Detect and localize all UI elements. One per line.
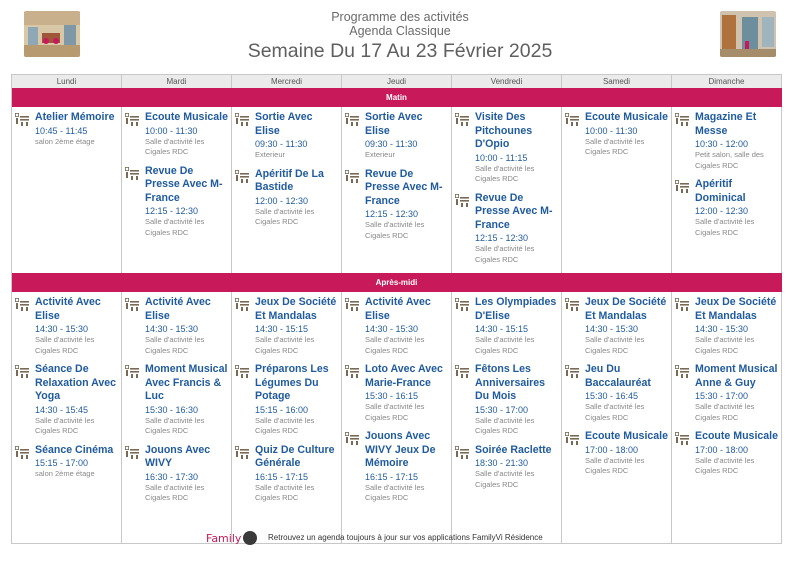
- activity-icon: [455, 444, 475, 491]
- activity-time: 14:30 - 15:45: [35, 404, 89, 415]
- activity-entry: [455, 363, 558, 437]
- day-header-vendredi: Vendredi: [452, 75, 562, 88]
- activity-time: 14:30 - 15:30: [585, 324, 639, 334]
- activity-title: Séance Cinéma: [35, 443, 114, 456]
- activity-location: Salle d'activité les Cigales RDC: [585, 335, 645, 355]
- activity-location: Salle d'activité les Cigales RDC: [475, 244, 535, 264]
- activity-location: Salle d'activité les Cigales RDC: [145, 136, 205, 156]
- day-column: [452, 292, 562, 543]
- activity-time: 16:15 - 17:15: [255, 471, 309, 482]
- activity-time: 14:30 - 15:30: [365, 324, 419, 334]
- activity-icon: [565, 430, 585, 477]
- activity-entry: [125, 111, 228, 158]
- activity-icon: [345, 363, 365, 423]
- activity-time: 12:15 - 12:30: [365, 209, 419, 219]
- activity-time: 12:00 - 12:30: [695, 206, 749, 216]
- afternoon-row: [12, 292, 782, 544]
- activity-icon: [455, 363, 475, 437]
- activity-icon: [235, 111, 255, 161]
- section-header-afternoon: Après-midi: [12, 273, 782, 292]
- activity-time: 15:15 - 17:00: [35, 458, 89, 468]
- activity-location: Salle d'activité les Cigales RDC: [695, 455, 755, 475]
- activity-entry: [15, 363, 118, 437]
- activity-icon: [675, 178, 695, 238]
- day-column: [562, 107, 672, 273]
- activity-title: Jeux De Société Et Mandalas: [255, 296, 337, 322]
- day-column: [122, 292, 232, 543]
- activity-time: 10:00 - 11:30: [585, 125, 638, 136]
- day-column: [342, 107, 452, 273]
- activity-title: Activité Avec Elise: [365, 296, 431, 322]
- activity-icon: [345, 296, 365, 356]
- activity-time: 15:30 - 16:30: [145, 404, 199, 415]
- activity-location: Salle d'activité les Cigales RDC: [585, 136, 645, 156]
- activity-title: Magazine Et Messe: [695, 111, 757, 137]
- activity-location: Salle d'activité les Cigales RDC: [585, 455, 645, 475]
- activity-entry: [565, 111, 668, 158]
- activity-location: Salle d'activité les Cigales RDC: [365, 220, 425, 240]
- activity-icon: [455, 111, 475, 185]
- activity-title: Jouons Avec WIVY: [145, 443, 211, 469]
- activity-icon: [235, 363, 255, 437]
- activity-title: Moment Musical Avec Francis & Luc: [145, 363, 228, 402]
- activity-time: 10:00 - 11:15: [475, 152, 528, 163]
- heart-logo-icon: [243, 531, 257, 545]
- day-header-dimanche: Dimanche: [672, 75, 782, 88]
- activity-location: Exterieur: [365, 150, 396, 159]
- activity-entry: [15, 111, 118, 147]
- activity-title: Les Olympiades D'Elise: [475, 296, 557, 322]
- activity-time: 14:30 - 15:30: [35, 324, 89, 334]
- activity-location: Salle d'activité les Cigales RDC: [365, 335, 425, 355]
- activity-icon: [345, 111, 365, 161]
- activity-time: 12:15 - 12:30: [475, 233, 529, 243]
- day-header-jeudi: Jeudi: [342, 75, 452, 88]
- day-header-samedi: Samedi: [562, 75, 672, 88]
- activity-location: Salle d'activité les Cigales RDC: [35, 335, 95, 355]
- activity-location: Salle d'activité les Cigales RDC: [145, 217, 205, 237]
- activity-title: Quiz De Culture Générale: [255, 443, 335, 469]
- activity-entry: [15, 444, 118, 480]
- day-column: [672, 107, 782, 273]
- activity-location: Salle d'activité les Cigales RDC: [585, 402, 645, 422]
- activity-time: 14:30 - 15:30: [145, 324, 199, 334]
- page-footer: [0, 528, 800, 546]
- activity-icon: [675, 296, 695, 356]
- activity-location: Salle d'activité les Cigales RDC: [365, 482, 425, 502]
- activity-entry: [125, 363, 228, 437]
- activity-time: 15:30 - 17:00: [475, 404, 529, 415]
- activity-time: 15:30 - 16:15: [365, 391, 419, 401]
- activity-icon: [125, 296, 145, 356]
- program-title: Programme des activités: [331, 10, 469, 24]
- activity-title: Revue De Presse Avec M-France: [475, 191, 553, 231]
- activity-time: 14:30 - 15:15: [475, 324, 529, 334]
- activity-location: Salle d'activité les Cigales RDC: [475, 163, 535, 183]
- activity-icon: [125, 363, 145, 437]
- day-column: [342, 292, 452, 543]
- activity-icon: [565, 111, 585, 158]
- activity-entry: [565, 296, 668, 356]
- activity-title: Jeux De Société Et Mandalas: [695, 296, 777, 322]
- schedule-grid: [11, 74, 782, 544]
- activity-time: 09:30 - 11:30: [255, 139, 308, 149]
- activity-title: Fêtons Les Anniversaires Du Mois: [475, 363, 546, 402]
- activity-entry: [125, 296, 228, 356]
- activity-location: Salle d'activité les Cigales RDC: [255, 415, 315, 435]
- morning-row: [12, 107, 782, 273]
- activity-entry: [675, 178, 778, 238]
- activity-entry: [345, 363, 448, 423]
- activity-entry: [455, 296, 558, 356]
- activity-time: 14:30 - 15:30: [695, 324, 749, 334]
- day-column: [232, 292, 342, 543]
- activity-time: 09:30 - 11:30: [365, 139, 418, 149]
- activity-title: Ecoute Musicale: [585, 430, 669, 442]
- activity-location: Salle d'activité les Cigales RDC: [475, 415, 535, 435]
- activity-location: Petit salon, salle des Cigales RDC: [695, 150, 764, 170]
- activity-title: Soirée Raclette: [475, 443, 552, 456]
- activity-location: Salle d'activité les Cigales RDC: [365, 402, 425, 422]
- activity-icon: [345, 168, 365, 242]
- day-column: [452, 107, 562, 273]
- activity-location: Salle d'activité les Cigales RDC: [255, 482, 315, 502]
- activity-entry: [455, 111, 558, 185]
- activity-title: Moment Musical Anne & Guy: [695, 363, 778, 389]
- activity-icon: [15, 111, 35, 147]
- activity-title: Jeux De Société Et Mandalas: [585, 296, 667, 322]
- activity-entry: [675, 111, 778, 171]
- activity-entry: [675, 296, 778, 356]
- activity-location: Salle d'activité les Cigales RDC: [475, 469, 535, 489]
- activity-location: Salle d'activité les Cigales RDC: [255, 335, 315, 355]
- activity-time: 17:00 - 18:00: [585, 444, 639, 455]
- activity-entry: [675, 363, 778, 423]
- activity-title: Sortie Avec Elise: [365, 111, 423, 137]
- activity-icon: [125, 111, 145, 158]
- day-header-mardi: Mardi: [122, 75, 232, 88]
- day-header-lundi: Lundi: [12, 75, 122, 88]
- activity-time: 16:30 - 17:30: [145, 471, 199, 482]
- activity-icon: [565, 296, 585, 356]
- activity-time: 15:30 - 16:45: [585, 391, 639, 401]
- activity-title: Revue De Presse Avec M-France: [365, 167, 443, 207]
- activity-entry: [565, 430, 668, 477]
- activity-entry: [345, 111, 448, 161]
- activity-location: Salle d'activité les Cigales RDC: [145, 335, 205, 355]
- activity-title: Atelier Mémoire: [35, 111, 115, 123]
- activity-location: Salle d'activité les Cigales RDC: [145, 482, 205, 502]
- activity-title: Apéritif Dominical: [695, 178, 746, 204]
- day-column: [12, 107, 122, 273]
- activity-location: Salle d'activité les Cigales RDC: [695, 402, 755, 422]
- logo-text: Family: [206, 531, 242, 545]
- activity-entry: [455, 192, 558, 266]
- activity-icon: [455, 192, 475, 266]
- activity-location: salon 2ème étage: [35, 469, 95, 478]
- day-header-row: [12, 74, 782, 88]
- activity-icon: [235, 296, 255, 356]
- activity-icon: [235, 444, 255, 504]
- activity-location: Exterieur: [255, 150, 286, 159]
- section-header-morning: Matin: [12, 88, 782, 107]
- activity-title: Visite Des Pitchounes D'Opio: [475, 111, 533, 150]
- activity-time: 14:30 - 15:15: [255, 324, 309, 334]
- familyvi-logo: [206, 531, 257, 545]
- activity-location: Salle d'activité les Cigales RDC: [695, 217, 755, 237]
- page-header: [0, 10, 800, 64]
- activity-entry: [235, 363, 338, 437]
- activity-time: 16:15 - 17:15: [365, 471, 419, 482]
- activity-icon: [675, 111, 695, 171]
- activity-icon: [235, 168, 255, 228]
- activity-entry: [675, 430, 778, 477]
- activity-icon: [125, 444, 145, 504]
- activity-time: 12:15 - 12:30: [145, 206, 199, 216]
- activity-time: 18:30 - 21:30: [475, 458, 529, 468]
- activity-title: Loto Avec Avec Marie-France: [365, 363, 443, 389]
- activity-location: Salle d'activité les Cigales RDC: [255, 206, 315, 226]
- activity-title: Ecoute Musicale: [695, 430, 779, 442]
- activity-title: Activité Avec Elise: [35, 296, 101, 322]
- activity-title: Séance De Relaxation Avec Yoga: [35, 363, 117, 402]
- day-column: [122, 107, 232, 273]
- activity-icon: [15, 444, 35, 480]
- activity-entry: [345, 296, 448, 356]
- activity-title: Préparons Les Légumes Du Potage: [255, 363, 329, 402]
- activity-icon: [455, 296, 475, 356]
- activity-time: 10:30 - 12:00: [695, 139, 749, 149]
- activity-title: Sortie Avec Elise: [255, 111, 313, 137]
- activity-title: Jeu Du Baccalauréat: [585, 363, 651, 389]
- activity-title: Ecoute Musicale: [585, 111, 669, 123]
- activity-time: 15:15 - 16:00: [255, 404, 309, 415]
- day-column: [672, 292, 782, 543]
- activity-entry: [235, 444, 338, 504]
- activity-icon: [345, 430, 365, 504]
- activity-entry: [345, 430, 448, 504]
- activity-location: Salle d'activité les Cigales RDC: [35, 415, 95, 435]
- activity-title: Jouons Avec WIVY Jeux De Mémoire: [365, 430, 436, 469]
- activity-entry: [125, 444, 228, 504]
- activity-entry: [235, 168, 338, 228]
- activity-title: Apéritif De La Bastide: [255, 167, 324, 193]
- agenda-subtitle: Agenda Classique: [349, 24, 451, 38]
- day-column: [232, 107, 342, 273]
- activity-entry: [455, 444, 558, 491]
- activity-location: salon 2ème étage: [35, 136, 95, 146]
- week-title: Semaine Du 17 Au 23 Février 2025: [247, 40, 553, 62]
- activity-icon: [15, 296, 35, 356]
- activity-time: 12:00 - 12:30: [255, 195, 309, 206]
- day-column: [562, 292, 672, 543]
- activity-icon: [675, 363, 695, 423]
- activity-time: 10:00 - 11:30: [145, 125, 198, 136]
- activity-time: 17:00 - 18:00: [695, 444, 749, 455]
- activity-icon: [675, 430, 695, 477]
- activity-title: Revue De Presse Avec M-France: [145, 164, 223, 204]
- day-header-mercredi: Mercredi: [232, 75, 342, 88]
- activity-entry: [345, 168, 448, 242]
- footer-note: Retrouvez un agenda toujours à jour sur vos applications FamilyVi Résidence: [268, 533, 543, 542]
- activity-title: Activité Avec Elise: [145, 296, 211, 322]
- activity-entry: [235, 111, 338, 161]
- activity-icon: [565, 363, 585, 423]
- activity-entry: [565, 363, 668, 423]
- activity-time: 10:45 - 11:45: [35, 125, 88, 136]
- day-column: [12, 292, 122, 543]
- activity-location: Salle d'activité les Cigales RDC: [475, 335, 535, 355]
- activity-entry: [125, 165, 228, 239]
- activity-icon: [125, 165, 145, 239]
- activity-time: 15:30 - 17:00: [695, 391, 749, 401]
- activity-entry: [235, 296, 338, 356]
- activity-title: Ecoute Musicale: [145, 111, 229, 123]
- activity-entry: [15, 296, 118, 356]
- activity-location: Salle d'activité les Cigales RDC: [695, 335, 755, 355]
- activity-location: Salle d'activité les Cigales RDC: [145, 415, 205, 435]
- activity-icon: [15, 363, 35, 437]
